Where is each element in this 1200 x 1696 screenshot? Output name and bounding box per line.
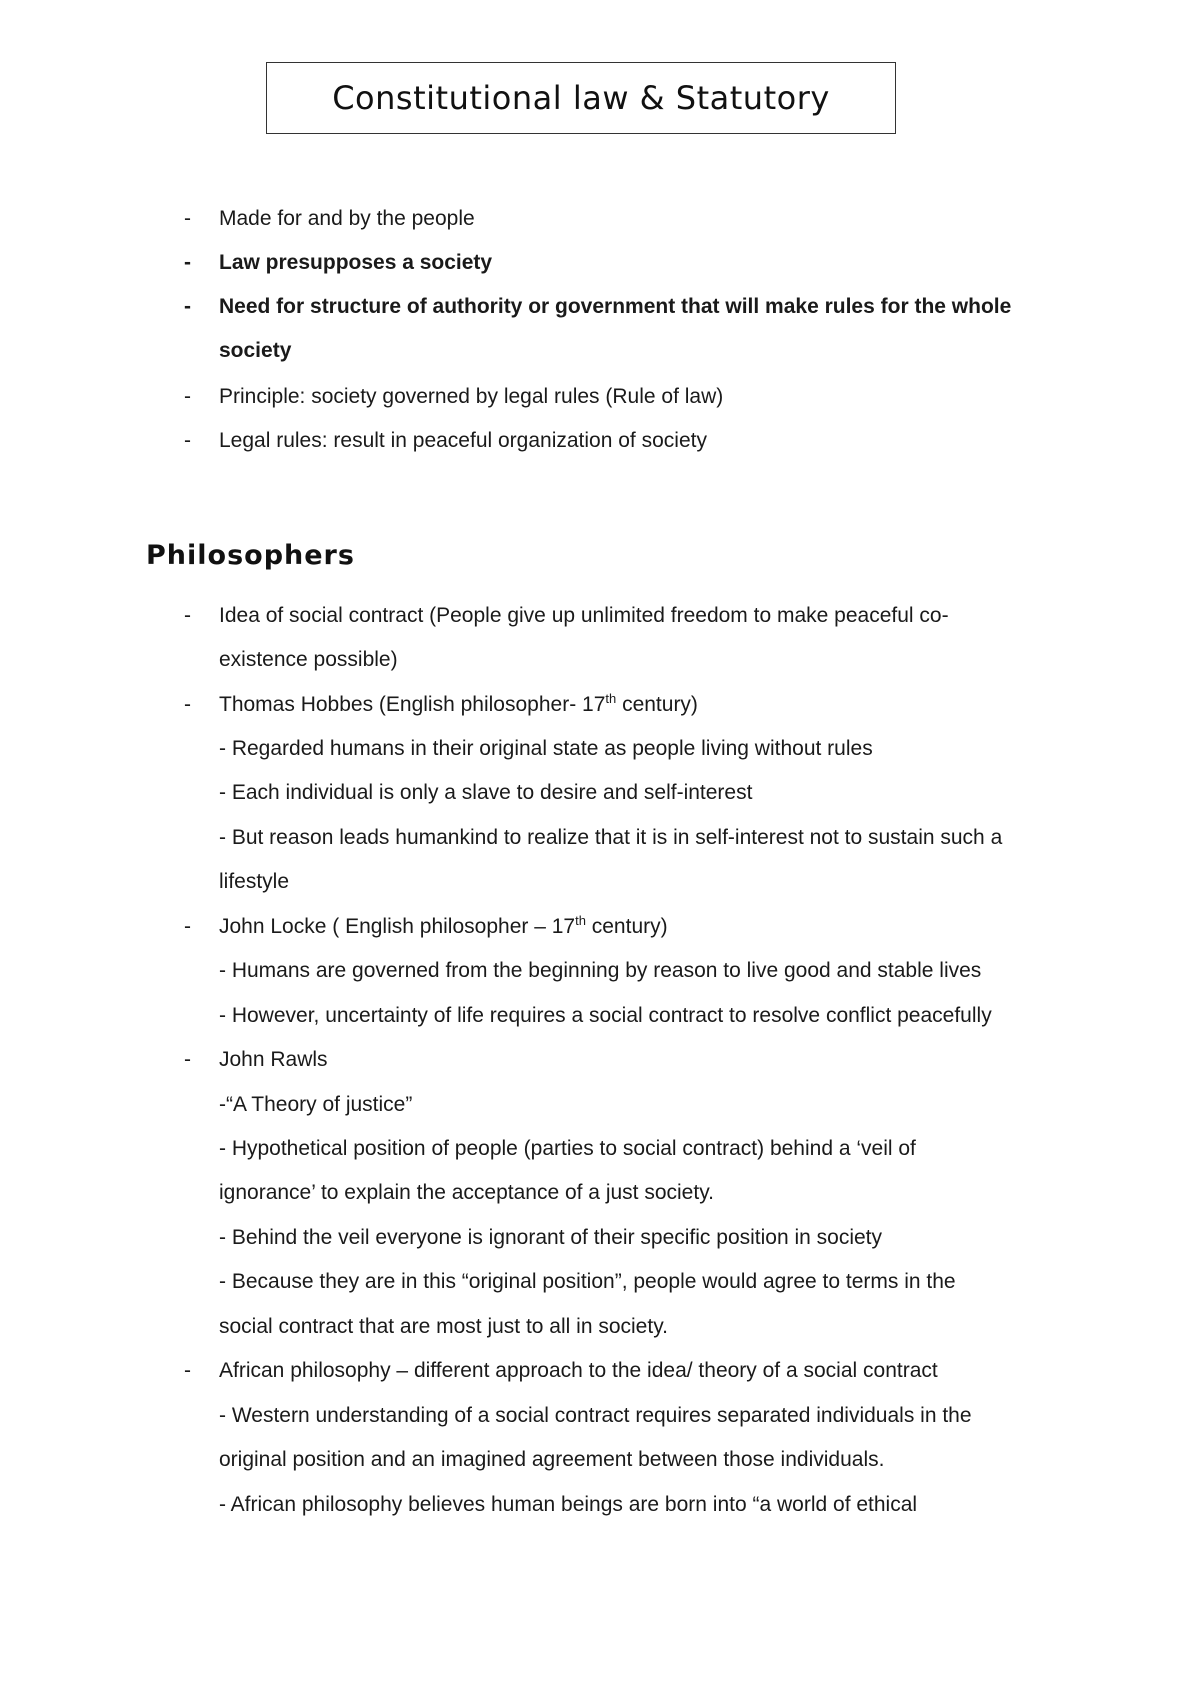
list-item: Need for structure of authority or government that will make rules for the whole (219, 295, 1012, 318)
bullet-dash: - (184, 429, 191, 452)
list-item-rawls: John Rawls (219, 1048, 328, 1071)
sub-point: - Regarded humans in their original state as people living without rules (219, 737, 873, 760)
list-item-continuation: society (219, 339, 292, 362)
sub-point: - Each individual is only a slave to desire and self-interest (219, 781, 753, 804)
sub-point-continuation: lifestyle (219, 870, 290, 893)
bullet-dash: - (184, 915, 191, 938)
sub-point: - However, uncertainty of life requires a social contract to resolve conflict peacefully (219, 1004, 992, 1027)
bullet-dash: - (184, 1048, 191, 1071)
sub-point: - Western understanding of a social contract requires separated individuals in the (219, 1404, 972, 1427)
bullet-dash: - (184, 1359, 191, 1382)
sub-point: -“A Theory of justice” (219, 1093, 413, 1116)
sub-point: - Humans are governed from the beginning by reason to live good and stable lives (219, 959, 982, 982)
locke-text: John Locke ( English philosopher – 17 (219, 915, 576, 938)
bullet-dash: - (184, 604, 191, 627)
bullet-dash: - (184, 207, 191, 230)
bullet-dash: - (184, 295, 191, 318)
bullet-dash: - (184, 251, 191, 274)
sub-point-continuation: social contract that are most just to all in society. (219, 1315, 668, 1338)
sub-point-continuation: original position and an imagined agreement between those individuals. (219, 1448, 885, 1471)
list-item: Principle: society governed by legal rules (Rule of law) (219, 385, 724, 408)
superscript: th (605, 691, 617, 706)
bullet-dash: - (184, 693, 191, 716)
sub-point: - African philosophy believes human beings are born into “a world of ethical (219, 1493, 918, 1516)
list-item-locke (219, 914, 668, 940)
hobbes-text: Thomas Hobbes (English philosopher- 17 (219, 693, 606, 716)
hobbes-text-end: century) (616, 693, 698, 716)
list-item-continuation: existence possible) (219, 648, 398, 671)
sub-point: - Because they are in this “original position”, people would agree to terms in the (219, 1270, 956, 1293)
list-item-african: African philosophy – different approach to the idea/ theory of a social contract (219, 1359, 938, 1382)
superscript: th (575, 913, 586, 928)
document-title: Constitutional law & Statutory (266, 62, 896, 134)
sub-point: - But reason leads humankind to realize that it is in self-interest not to sustain such a (219, 826, 1003, 849)
locke-text-end: century) (585, 915, 668, 938)
sub-point: - Behind the veil everyone is ignorant of their specific position in society (219, 1226, 883, 1249)
list-item: Legal rules: result in peaceful organization of society (219, 429, 707, 452)
list-item-hobbes (219, 692, 698, 718)
section-heading: Philosophers (146, 540, 355, 571)
sub-point-continuation: ignorance’ to explain the acceptance of a just society. (219, 1181, 714, 1204)
sub-point: - Hypothetical position of people (parties to social contract) behind a ‘veil of (219, 1137, 916, 1160)
list-item: Idea of social contract (People give up unlimited freedom to make peaceful co- (219, 604, 949, 627)
bullet-dash: - (184, 385, 191, 408)
list-item: Made for and by the people (219, 207, 475, 230)
list-item: Law presupposes a society (219, 251, 493, 274)
